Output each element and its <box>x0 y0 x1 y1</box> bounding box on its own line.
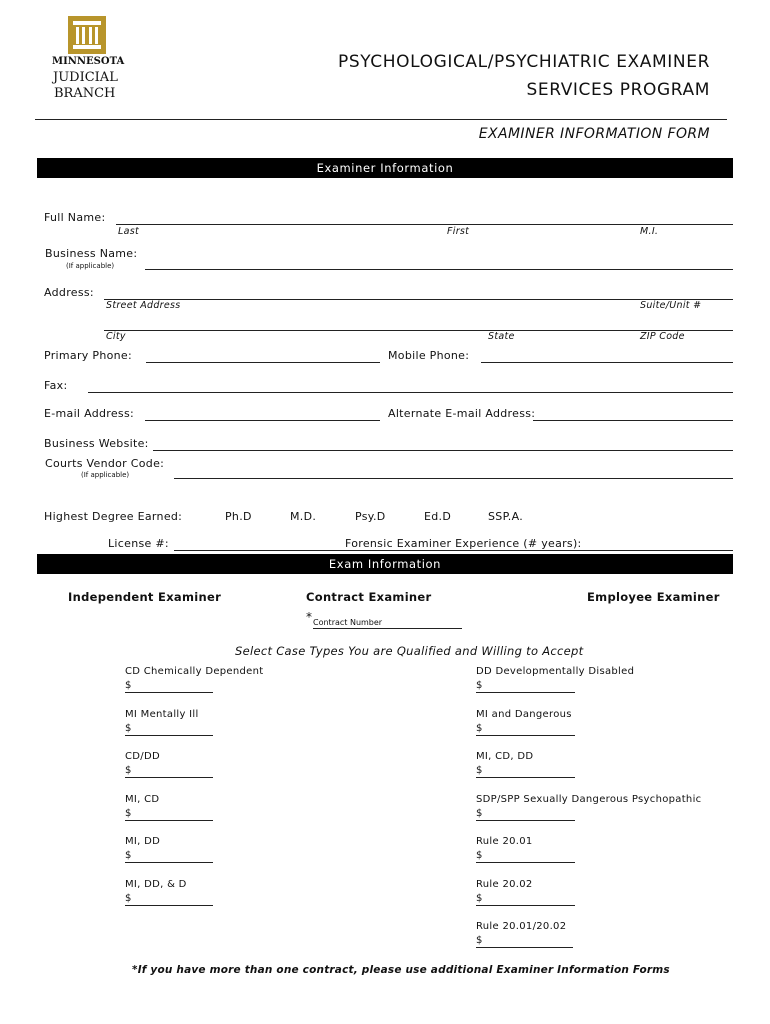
email-label: E-mail Address: <box>44 407 134 420</box>
fax-label: Fax: <box>44 379 68 392</box>
middle-initial-caption: M.I. <box>640 226 659 237</box>
courthouse-icon <box>68 16 106 54</box>
fee-field[interactable] <box>476 862 575 863</box>
page-title-line2: SERVICES PROGRAM <box>526 80 710 100</box>
case-type-label: Rule 20.02 <box>476 879 533 890</box>
degree-option-md[interactable]: M.D. <box>290 510 317 523</box>
mobile-phone-field[interactable] <box>481 362 733 363</box>
license-label: License #: <box>108 537 169 550</box>
business-name-if-applicable: (If applicable) <box>66 262 115 270</box>
courts-vendor-code-label: Courts Vendor Code: <box>45 457 165 470</box>
dollar-sign: $ <box>125 765 132 776</box>
case-type-label: MI and Dangerous <box>476 709 572 720</box>
contract-examiner-option[interactable]: Contract Examiner <box>306 590 432 604</box>
dollar-sign: $ <box>125 893 132 904</box>
case-type-label: SDP/SPP Sexually Dangerous Psychopathic <box>476 794 702 805</box>
case-type-label: MI, DD, & D <box>125 879 187 890</box>
dollar-sign: $ <box>476 723 483 734</box>
dollar-sign: $ <box>476 808 483 819</box>
case-type-label: MI, CD, DD <box>476 751 534 762</box>
judicial-branch-logo <box>40 14 136 104</box>
courts-vendor-code-field[interactable] <box>174 478 733 479</box>
dollar-sign: $ <box>125 723 132 734</box>
logo-text-judicial: JUDICIAL <box>53 70 118 85</box>
contract-number-asterisk: * <box>306 610 313 624</box>
dollar-sign: $ <box>476 850 483 861</box>
street-address-field[interactable] <box>104 299 733 300</box>
fee-field[interactable] <box>125 820 213 821</box>
case-type-label: Rule 20.01/20.02 <box>476 921 567 932</box>
fee-field[interactable] <box>125 735 213 736</box>
business-name-label: Business Name: <box>45 247 138 260</box>
street-address-caption: Street Address <box>106 300 181 311</box>
dollar-sign: $ <box>125 808 132 819</box>
business-website-field[interactable] <box>153 450 733 451</box>
suite-unit-caption: Suite/Unit # <box>640 300 702 311</box>
case-type-label: CD/DD <box>125 751 160 762</box>
alternate-email-label: Alternate E-mail Address: <box>388 407 536 420</box>
fee-field[interactable] <box>476 777 575 778</box>
form-title: EXAMINER INFORMATION FORM <box>478 126 710 142</box>
degree-option-edd[interactable]: Ed.D <box>424 510 452 523</box>
alternate-email-field[interactable] <box>533 420 733 421</box>
fee-field[interactable] <box>125 862 213 863</box>
case-types-right-column <box>476 666 736 956</box>
dollar-sign: $ <box>476 680 483 691</box>
fee-field[interactable] <box>476 820 575 821</box>
case-type-label: CD Chemically Dependent <box>125 666 264 677</box>
state-caption: State <box>488 331 515 342</box>
business-name-field[interactable] <box>145 269 733 270</box>
fax-field[interactable] <box>88 392 733 393</box>
first-name-caption: First <box>447 226 470 237</box>
address-label: Address: <box>44 286 94 299</box>
city-state-zip-field[interactable] <box>104 330 733 331</box>
city-caption: City <box>106 331 126 342</box>
case-types-heading: Select Case Types You are Qualified and Willing to Accept <box>235 644 584 658</box>
mobile-phone-label: Mobile Phone: <box>388 349 470 362</box>
primary-phone-label: Primary Phone: <box>44 349 132 362</box>
degree-option-sspa[interactable]: SSP.A. <box>488 510 524 523</box>
fee-field[interactable] <box>125 905 213 906</box>
fee-field[interactable] <box>476 692 575 693</box>
dollar-sign: $ <box>125 680 132 691</box>
forensic-experience-label: Forensic Examiner Experience (# years): <box>345 537 582 550</box>
exam-information-band: Exam Information <box>37 554 733 574</box>
dollar-sign: $ <box>476 935 483 946</box>
contract-number-field[interactable] <box>313 628 462 629</box>
logo-text-minnesota: MINNESOTA <box>52 56 125 67</box>
dollar-sign: $ <box>476 765 483 776</box>
fee-field[interactable] <box>125 777 213 778</box>
degree-option-phd[interactable]: Ph.D <box>225 510 252 523</box>
logo-text-branch: BRANCH <box>54 86 116 101</box>
vendor-code-if-applicable: (If applicable) <box>81 471 130 479</box>
fee-field[interactable] <box>476 905 575 906</box>
zip-code-caption: ZIP Code <box>640 331 685 342</box>
dollar-sign: $ <box>125 850 132 861</box>
fee-field[interactable] <box>476 735 575 736</box>
case-type-label: MI Mentally Ill <box>125 709 199 720</box>
case-type-label: DD Developmentally Disabled <box>476 666 635 677</box>
email-field[interactable] <box>145 420 380 421</box>
fee-field[interactable] <box>125 692 213 693</box>
last-name-caption: Last <box>118 226 139 237</box>
examiner-information-band: Examiner Information <box>37 158 733 178</box>
degree-option-psyd[interactable]: Psy.D <box>355 510 386 523</box>
page-title-line1: PSYCHOLOGICAL/PSYCHIATRIC EXAMINER <box>338 52 710 72</box>
footnote: *If you have more than one contract, please use additional Examiner Information Forms <box>132 964 670 976</box>
contract-number-label: Contract Number <box>313 618 383 627</box>
highest-degree-label: Highest Degree Earned: <box>44 510 183 523</box>
primary-phone-field[interactable] <box>146 362 380 363</box>
case-type-label: Rule 20.01 <box>476 836 533 847</box>
fee-field[interactable] <box>476 947 573 948</box>
case-type-label: MI, CD <box>125 794 160 805</box>
dollar-sign: $ <box>476 893 483 904</box>
full-name-field[interactable] <box>116 224 733 225</box>
business-website-label: Business Website: <box>44 437 149 450</box>
license-field[interactable] <box>174 550 733 551</box>
case-type-label: MI, DD <box>125 836 161 847</box>
full-name-label: Full Name: <box>44 211 106 224</box>
case-types-left-column <box>125 666 425 916</box>
employee-examiner-option[interactable]: Employee Examiner <box>587 590 720 604</box>
header-divider <box>35 119 727 120</box>
independent-examiner-option[interactable]: Independent Examiner <box>68 590 222 604</box>
